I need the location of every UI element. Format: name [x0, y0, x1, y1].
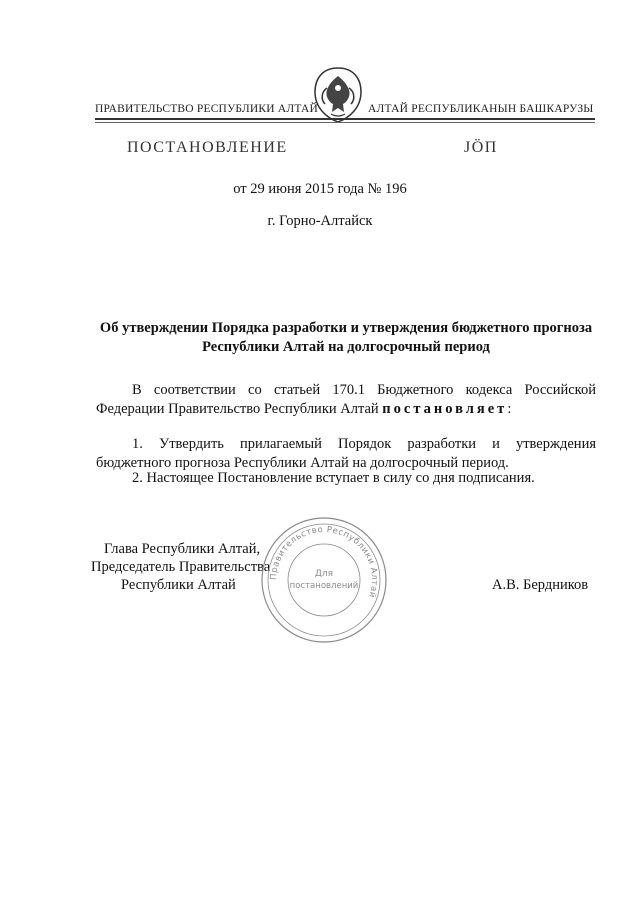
signatory-title-line1: Глава Республики Алтай,: [104, 541, 261, 557]
stamp-ring-text: Правительство Республики Алтай: [268, 524, 380, 600]
preamble-colon: :: [507, 401, 512, 417]
header-rule-thin: [95, 122, 595, 123]
stamp-center-line2: постановлений: [289, 581, 359, 591]
doc-type-russian: ПОСТАНОВЛЕНИЕ: [127, 139, 288, 156]
document-title: Об утверждении Порядка разработки и утверждения бюджетного прогноза Республики Алтай на долгосрочный период: [99, 320, 593, 355]
government-name-altai: АЛТАЙ РЕСПУБЛИКАНЫН БАШКАРУЗЫ: [368, 103, 594, 115]
preamble-text: В соответствии со статьей 170.1 Бюджетного кодекса Российской Федерации Правительство Республики Алтай: [96, 382, 596, 417]
government-name-russian: ПРАВИТЕЛЬСТВО РЕСПУБЛИКИ АЛТАЙ: [95, 103, 319, 115]
decree-keyword: постановляет: [382, 401, 508, 417]
preamble-paragraph: [96, 381, 596, 419]
document-date-number: от 29 июня 2015 года № 196: [233, 181, 407, 197]
decree-item-1: 1. Утвердить прилагаемый Порядок разработки и утверждения бюджетного прогноза Республики Алтай на долгосрочный период.: [96, 436, 596, 471]
doc-type-altai: ЈӦП: [464, 139, 498, 156]
document-city: г. Горно-Алтайск: [267, 213, 373, 229]
stamp-center-line1: Для: [314, 569, 334, 579]
decree-item-2: 2. Настоящее Постановление вступает в силу со дня подписания.: [132, 470, 535, 486]
official-stamp: [259, 515, 389, 645]
signatory-name: А.В. Бердников: [492, 577, 589, 593]
signatory-title-line3: Республики Алтай: [121, 577, 236, 593]
signatory-title-line2: Председатель Правительства: [91, 559, 271, 575]
coat-of-arms-emblem: [313, 66, 363, 124]
header-rule-thick: [95, 118, 595, 120]
